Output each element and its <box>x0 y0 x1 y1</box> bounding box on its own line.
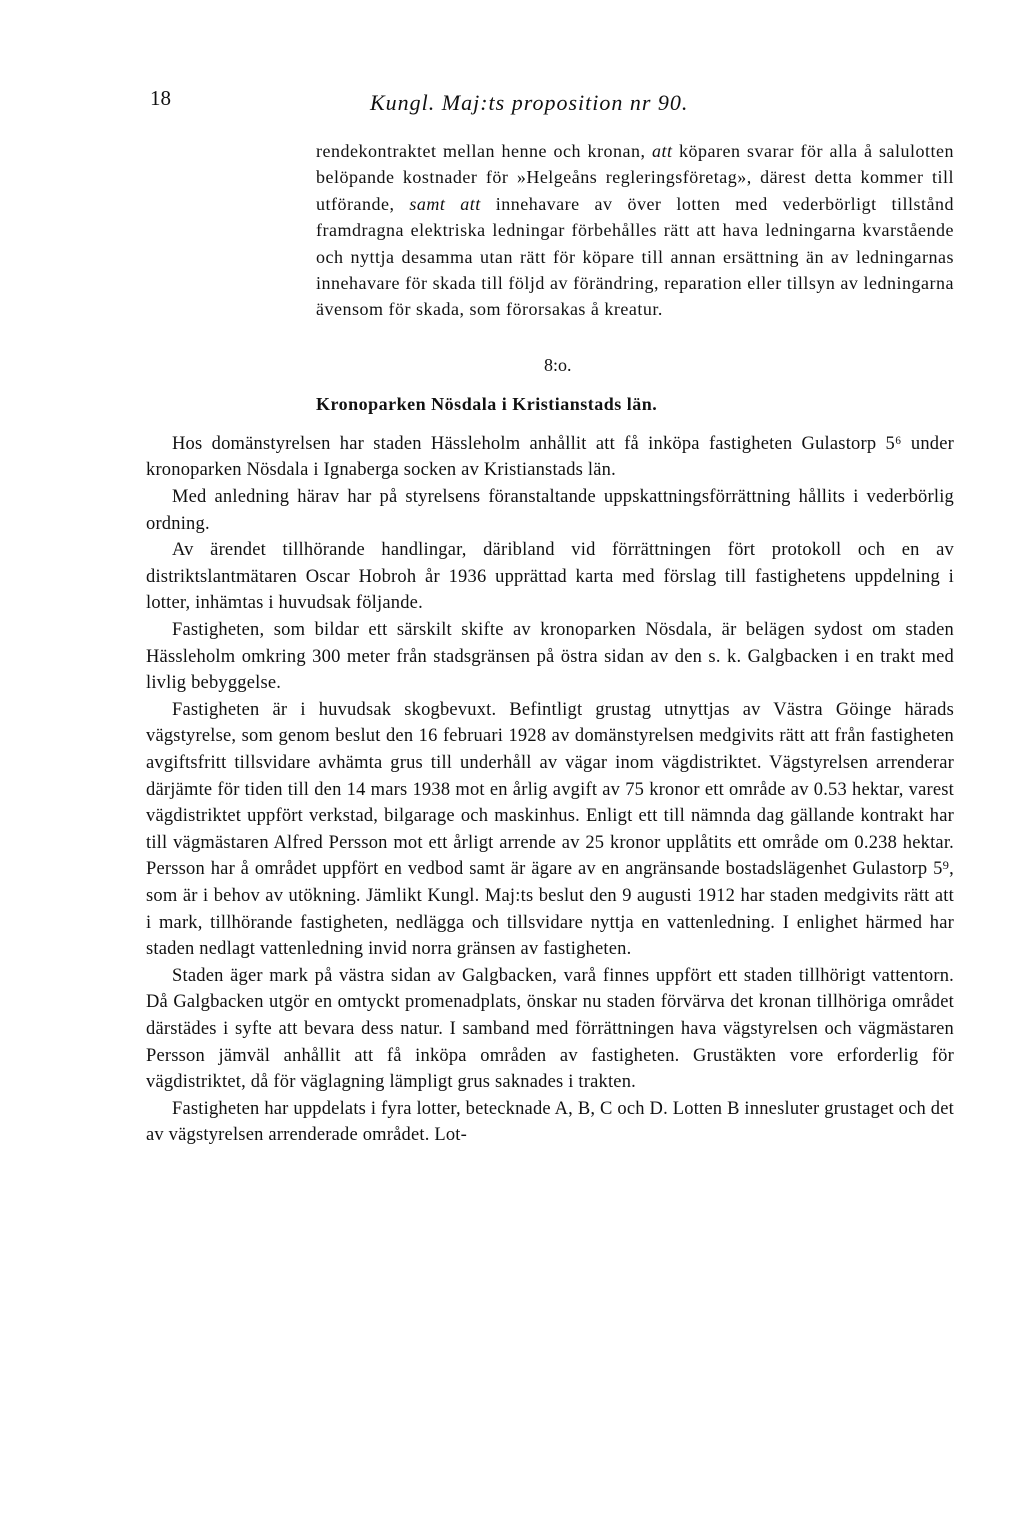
page-body <box>146 138 954 1149</box>
running-title: Kungl. Maj:ts proposition nr 90. <box>370 90 689 115</box>
paragraph: Fastigheten har uppdelats i fyra lotter, betecknade A, B, C och D. Lotten B innesluter grustaget och det av vägstyrelsen arrenderade området. Lot- <box>146 1098 954 1146</box>
emphasis-att: att <box>651 141 673 161</box>
paragraph: Fastigheten, som bildar ett särskilt skifte av kronoparken Nösdala, är belägen sydost om staden Hässleholm omkring 300 meter från stadsgränsen på östra sidan av den s. k. Galgbacken i en trakt med livlig bebyggelse. <box>146 620 954 694</box>
paragraph: Fastigheten är i huvudsak skogbevuxt. Befintligt grustag utnyttjas av Västra Göinge härads vägstyrelse, som genom beslut den 16 februari 1928 av domänstyrelsen medgivits rätt att från fastigheten avgiftsfritt tillsvidare avhämta grus till underhåll av vägar inom vägdistriktet. Vägstyrelsen arrenderar därjämte för tiden till den 14 mars 1938 mot en årlig avgift av 75 kronor ett område av 0.53 hektar, varest vägdistriktet uppfört verkstad, bilgarage och maskinhus. Enligt ett till nämnda dag gällande kontrakt har till vägmästaren Alfred Persson mot ett årligt arrende av 25 kronor upplåtits ett område om 0.238 hektar. Persson har å området uppfört en vedbod samt är ägare av en angränsande bostadslägenhet Gulastorp 5⁹, som är i behov av utökning. Jämlikt Kungl. Maj:ts beslut den 9 augusti 1912 har staden medgivits rätt att i mark, tillhörande fastigheten, nedlägga och tillsvidare nyttja en vattenledning. I enlighet härmed har staden nedlagt vattenledning invid norra gränsen av fastigheten. <box>146 699 954 960</box>
paragraph: Med anledning härav har på styrelsens föranstaltande uppskattningsförrättning hållits i vederbörlig ordning. <box>146 487 954 534</box>
page-number: 18 <box>150 86 171 110</box>
continuation-text-1: rendekontraktet mellan henne och kronan, <box>316 141 652 161</box>
paragraph: Av ärendet tillhörande handlingar, däribland vid förrättningen fört protokoll och en av distriktslantmätaren Oscar Hobroh år 1936 upprättad karta med förslag till fastighetens uppdelning i lotter, inhämtas i huvudsak följande. <box>146 540 954 614</box>
continuation-text-2: köparen svarar för alla å salulotten belöpande kostnader för »Helgeåns regleringsföretag», därest detta kommer till utförande, <box>316 141 955 214</box>
section-title: Kronoparken Nösdala i Kristianstads län. <box>316 393 658 414</box>
emphasis-samt-att: samt att <box>409 193 481 214</box>
paragraph: Staden äger mark på västra sidan av Galgbacken, varå finnes uppfört ett staden tillhörigt vattentorn. Då Galgbacken utgör en omtyckt promenadplats, önskar nu staden förvärva det kronan tillhöriga området därstädes i syfte att bevara dess natur. I samband med förrättningen hava vägstyrelsen och vägmästaren Persson jämväl anhållit att få inköpa områden av fastigheten. Grustäkten vore erforderlig för vägdistriktet, då för väglagning lämpligt grus saknades i trakten. <box>146 965 954 1093</box>
continuation-text-3: innehavare av över lotten med vederbörligt tillstånd framdragna elektriska ledningar förbehålles rätt att hava ledningarna kvarstående och nyttja desamma utan rätt för köpare till annan ersättning än av ledningarnas innehavare för skada till följd av förändring, reparation eller tillsyn av ledningarna ävensom för skada, som förorsakas å kreatur. <box>316 193 954 320</box>
continuation-paragraph <box>316 138 954 323</box>
section-number: 8:o. <box>544 354 572 375</box>
paragraph: Hos domänstyrelsen har staden Hässleholm anhållit att få inköpa fastigheten Gulastorp 5⁶ under kronoparken Nösdala i Ignaberga socken av Kristianstads län. <box>146 433 954 481</box>
page-header <box>0 82 1024 115</box>
